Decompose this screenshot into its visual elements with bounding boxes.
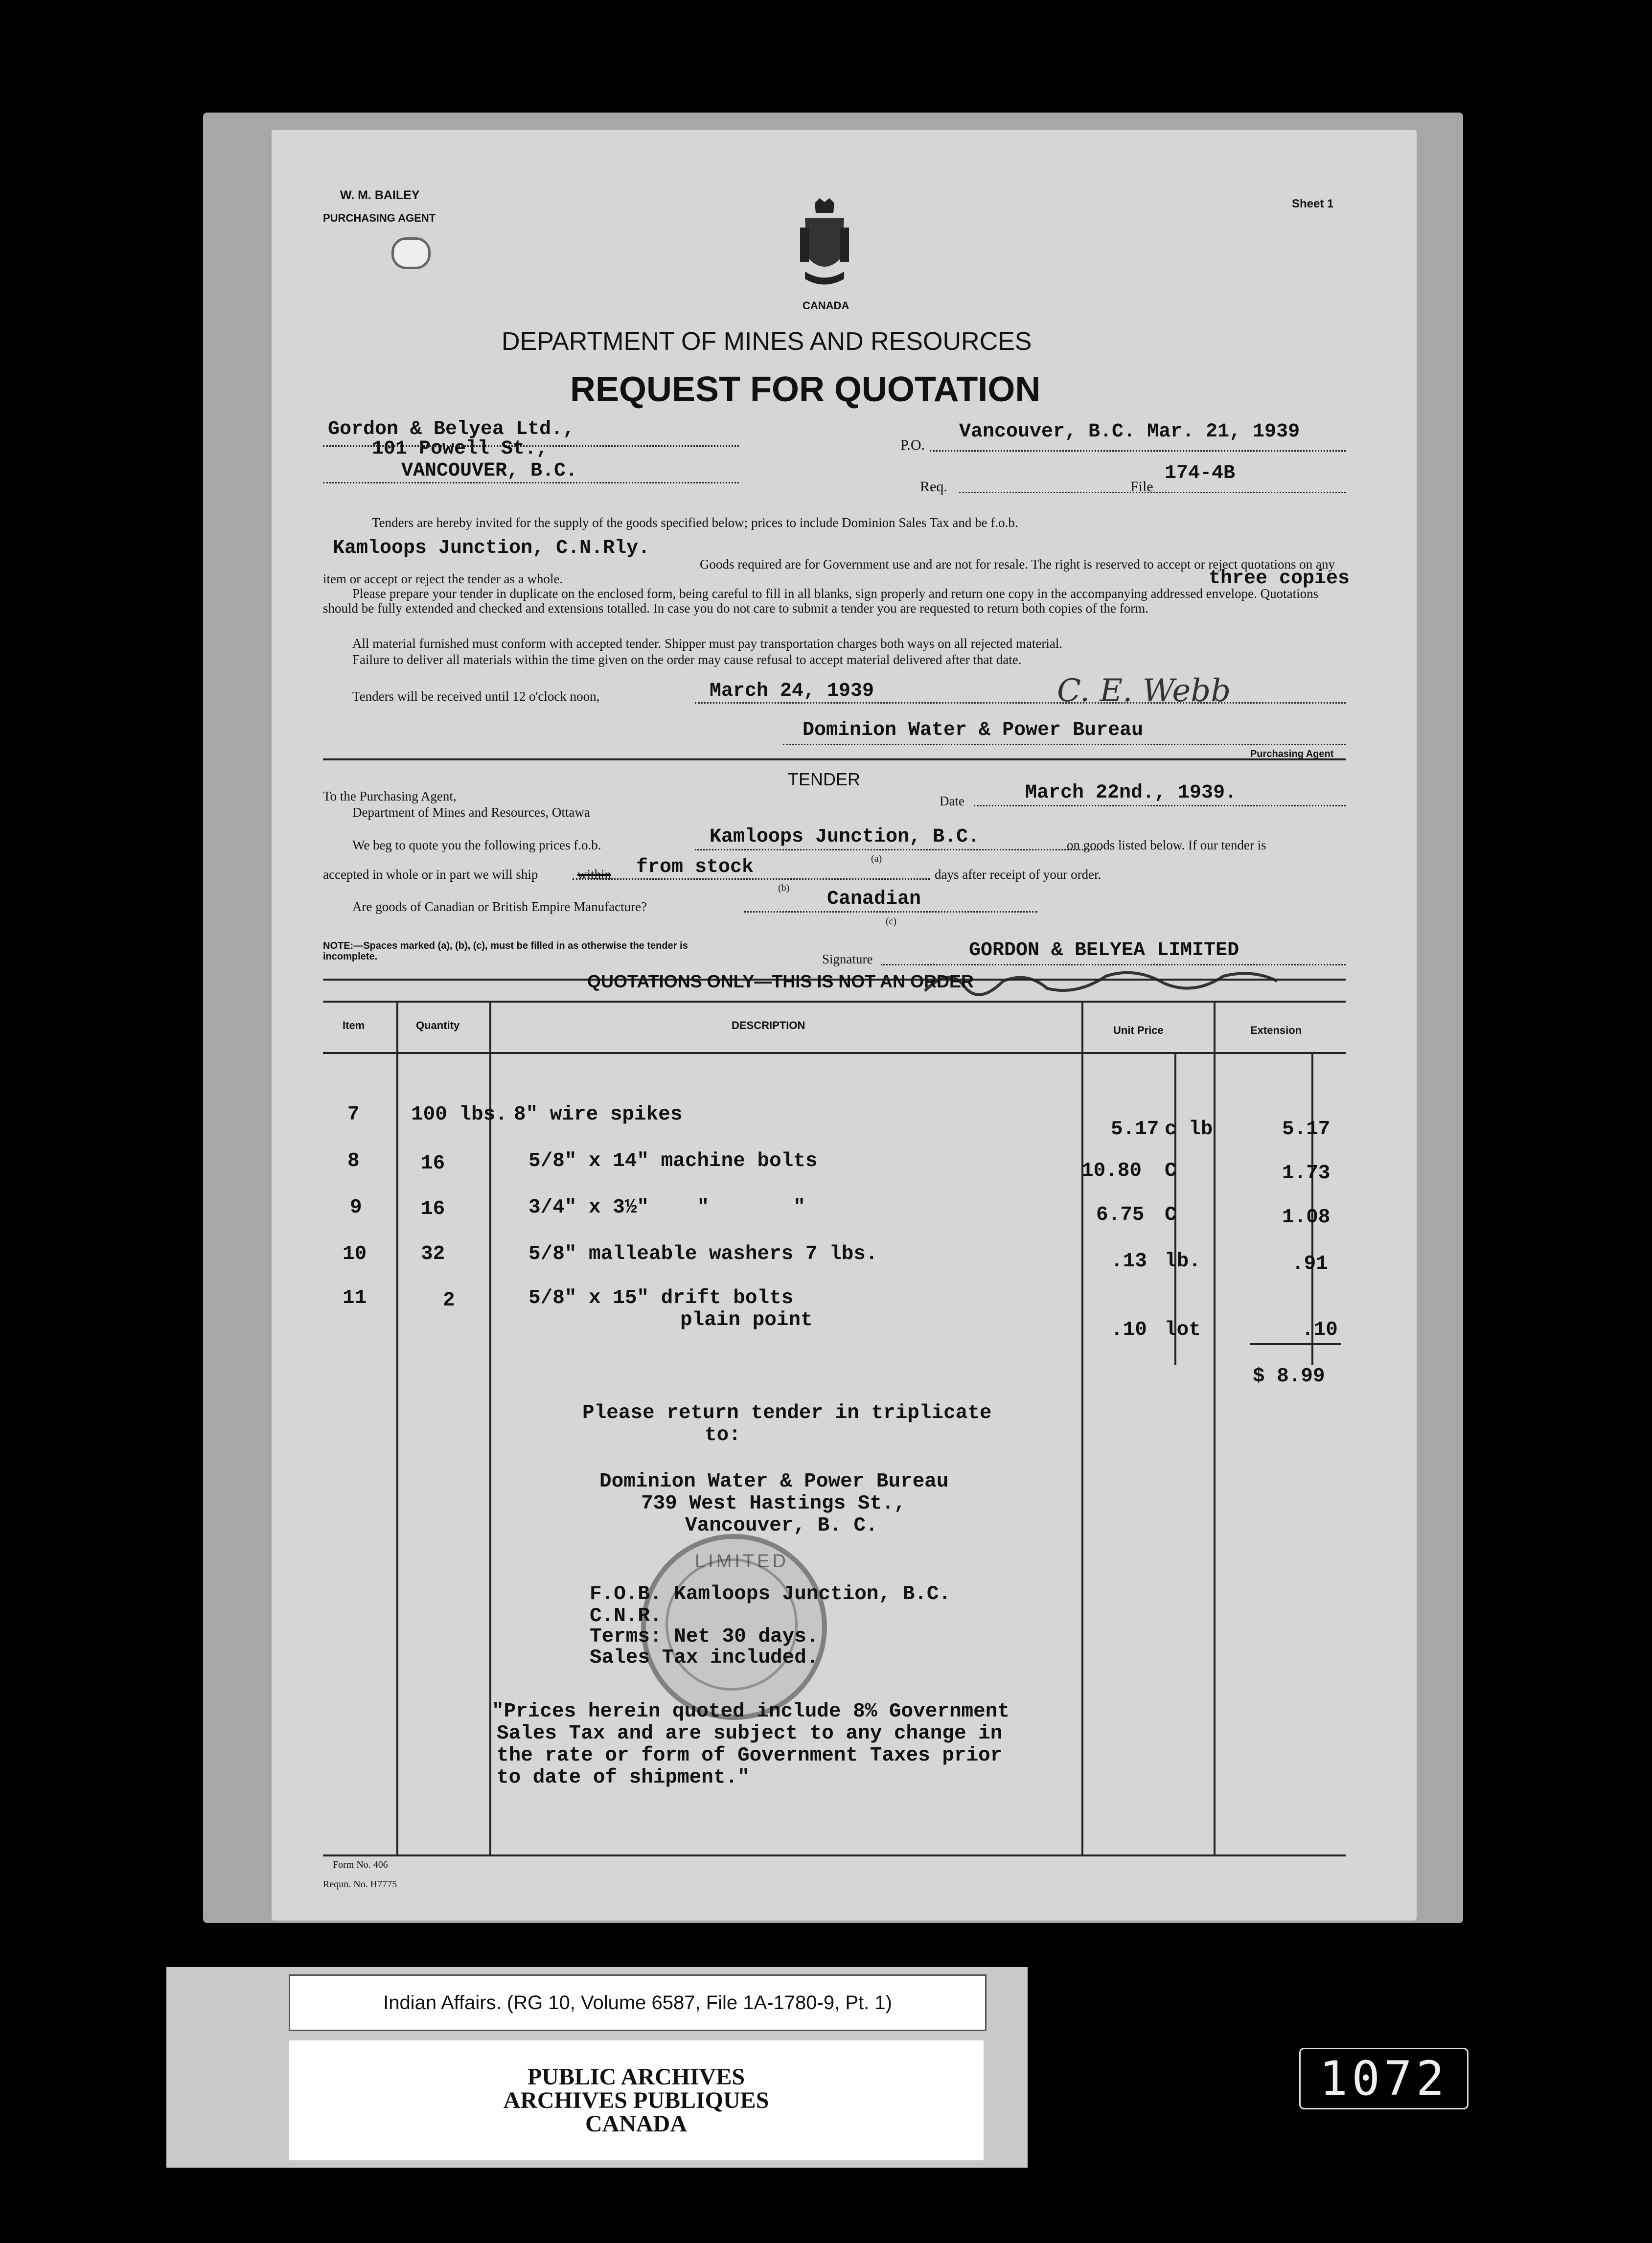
failure-text: Failure to deliver all materials within the time given on the order may cause refusal to accept material delivered after that date.	[352, 652, 1022, 667]
row-quantity: 32	[421, 1243, 445, 1265]
fob-place: Kamloops Junction, C.N.Rly.	[333, 537, 650, 559]
row-description-line2: plain point	[680, 1309, 813, 1331]
tax-clause-line2: Sales Tax and are subject to any change in	[497, 1722, 1003, 1745]
remarks-fob: F.O.B. Kamloops Junction, B.C.	[590, 1583, 951, 1605]
row-price: 5.17	[1111, 1118, 1159, 1141]
row-extension: .91	[1292, 1253, 1328, 1275]
bureau-line	[783, 744, 1346, 745]
requisition-number: Requn. No. H7775	[323, 1879, 397, 1890]
form-title: REQUEST FOR QUOTATION	[570, 370, 1041, 409]
agent-name: W. M. BAILEY	[340, 188, 420, 202]
row-extension: 5.17	[1282, 1118, 1331, 1141]
row-unit: lb.	[1165, 1250, 1201, 1273]
col-divider-quantity	[489, 1001, 491, 1854]
tender-date-line	[974, 805, 1346, 806]
row-description: 5/8" malleable washers 7 lbs.	[528, 1243, 878, 1265]
deadline-label: Tenders will be received until 12 o'clock noon,	[352, 689, 600, 704]
tender-date: March 22nd., 1939.	[1025, 782, 1237, 804]
po-line	[930, 450, 1346, 452]
row-extension: .10	[1302, 1319, 1338, 1341]
label-b: (b)	[778, 883, 790, 893]
remarks-sales-tax: Sales Tax included.	[590, 1647, 819, 1669]
row-unit: lot	[1165, 1319, 1201, 1341]
row-unit: C	[1165, 1160, 1177, 1182]
ship-line	[573, 878, 930, 880]
three-copies: three copies	[1209, 568, 1350, 590]
return-address1: Dominion Water & Power Bureau	[599, 1470, 949, 1493]
tender-fob-line	[695, 849, 1101, 850]
goods-required-text: Goods required are for Government use and are not for resale. The right is reserved to accept or reject quotations on any item or accept or reject the tender as a whole.	[323, 557, 1335, 586]
header-quantity: Quantity	[416, 1019, 460, 1031]
origin-line	[744, 911, 1037, 913]
row-price: 6.75	[1096, 1204, 1145, 1226]
crest-caption: CANADA	[803, 299, 849, 312]
tender-fob: Kamloops Junction, B.C.	[710, 826, 980, 848]
tenders-invited-text: Tenders are hereby invited for the supply of the goods specified below; prices to include Dominion Sales Tax and be f.o.b.	[372, 515, 1018, 530]
quote-text-b: on goods listed below. If our tender is	[1067, 838, 1266, 852]
quote-text-a: We beg to quote you the following prices f.o.b.	[352, 838, 601, 852]
bureau-caption: Purchasing Agent	[1250, 749, 1334, 759]
return-address3: Vancouver, B. C.	[685, 1514, 878, 1537]
tax-clause-line4: to date of shipment."	[497, 1766, 750, 1789]
frame-number: 1072	[1299, 2048, 1468, 2109]
tender-note: NOTE:—Spaces marked (a), (b), (c), must be filled in as otherwise the tender is incomplete.	[323, 940, 688, 962]
header-description: DESCRIPTION	[732, 1019, 805, 1031]
ship-value: from stock	[636, 856, 754, 878]
row-price: .10	[1111, 1319, 1147, 1341]
row-description: 5/8" x 14" machine bolts	[528, 1150, 818, 1172]
remarks-terms: Terms: Net 30 days.	[590, 1625, 819, 1648]
row-item: 10	[343, 1243, 367, 1265]
department-title: DEPARTMENT OF MINES AND RESOURCES	[502, 327, 1032, 356]
header-extension: Extension	[1250, 1024, 1302, 1036]
row-item: 11	[343, 1287, 367, 1309]
row-description: 8" wire spikes	[514, 1103, 683, 1126]
row-description: 5/8" x 15" drift bolts	[528, 1287, 794, 1309]
form-number: Form No. 406	[333, 1859, 388, 1870]
addressee-line1: Gordon & Belyea Ltd.,	[328, 418, 575, 440]
to-purchasing-agent: To the Purchasing Agent,	[323, 789, 457, 803]
handwritten-signature	[920, 961, 1282, 1001]
addressee-line3: VANCOUVER, B.C.	[401, 460, 578, 482]
return-address2: 739 West Hastings St.,	[641, 1492, 906, 1515]
stamp-text: LIMITED	[695, 1551, 789, 1572]
table-bottom-rule	[323, 1854, 1346, 1856]
sheet-number: Sheet 1	[1292, 197, 1334, 210]
signature-label: Signature	[822, 952, 873, 966]
material-text: All material furnished must conform with accepted tender. Shipper must pay transportation charges both ways on all rejected material.	[352, 636, 1063, 651]
row-extension: 1.73	[1282, 1162, 1331, 1185]
row-item: 7	[347, 1103, 360, 1126]
row-price: 10.80	[1081, 1160, 1142, 1182]
row-description: 3/4" x 3½" " "	[528, 1196, 805, 1219]
canada-crest-icon	[795, 198, 854, 291]
row-item: 8	[347, 1150, 360, 1172]
accepted-text: accepted in whole or in part we will ship	[323, 867, 538, 882]
file-label: File	[1130, 479, 1153, 495]
col-divider-item	[396, 1001, 398, 1854]
return-line1: Please return tender in triplicate	[582, 1402, 992, 1424]
public-archives-label	[289, 2040, 984, 2160]
archives-line3: CANADA	[585, 2110, 687, 2137]
bureau-name: Dominion Water & Power Bureau	[803, 719, 1144, 741]
deadline-line	[695, 702, 1346, 704]
row-unit: C	[1165, 1204, 1177, 1226]
label-c: (c)	[886, 916, 897, 927]
quotations-only: QUOTATIONS ONLY—THIS IS NOT AN ORDER	[587, 971, 974, 991]
tender-signature: GORDON & BELYEA LIMITED	[969, 939, 1239, 961]
tax-clause-line1: "Prices herein quoted include 8% Government	[492, 1700, 1010, 1723]
table-top-rule	[323, 1001, 1346, 1003]
col-divider-unit	[1214, 1001, 1216, 1854]
prepare-text: Please prepare your tender in duplicate on the enclosed form, being careful to fill in all blanks, sign properly and return one copy in the accompanying addressed envelope. Quotations should be fully extended and checked and extensions totalled. In case you do not care to submit a tender you are requested to return both copies of the form.	[323, 586, 1319, 616]
req-line	[959, 492, 1346, 493]
tender-heading: TENDER	[788, 769, 861, 789]
tax-clause-line3: the rate or form of Government Taxes prior	[497, 1744, 1003, 1767]
po-label: P.O.	[900, 437, 925, 453]
archive-citation: Indian Affairs. (RG 10, Volume 6587, File 1A-1780-9, Pt. 1)	[289, 1974, 987, 2031]
addressee-line2: 101 Powell St.,	[372, 438, 549, 460]
tender-rule	[323, 758, 1346, 760]
purchasing-agent-signature: C. E. Webb	[1057, 673, 1231, 709]
row-quantity: 2	[443, 1289, 455, 1312]
remarks-cnr: C.N.R.	[590, 1605, 662, 1627]
archives-line1: PUBLIC ARCHIVES	[527, 2063, 745, 2090]
origin-value: Canadian	[827, 888, 921, 910]
row-quantity: 16	[421, 1198, 445, 1220]
days-text: days after receipt of your order.	[935, 867, 1101, 882]
tender-date-label: Date	[940, 794, 964, 808]
paperclip-mark	[391, 237, 431, 269]
row-quantity: 16	[421, 1152, 445, 1175]
req-label: Req.	[920, 479, 947, 495]
addressee-line-1	[323, 445, 739, 447]
archives-line2: ARCHIVES PUBLIQUES	[503, 2087, 769, 2113]
total-rule	[1250, 1343, 1341, 1345]
row-quantity: 100 lbs.	[411, 1103, 507, 1126]
addressee-line-2	[323, 482, 739, 483]
row-item: 9	[350, 1196, 362, 1219]
file-value: 174-4B	[1165, 462, 1236, 484]
total-amount: $ 8.99	[1253, 1365, 1325, 1388]
agent-title: PURCHASING AGENT	[323, 212, 436, 224]
row-price: .13	[1111, 1250, 1147, 1273]
return-line2: to:	[705, 1424, 741, 1446]
table-header-rule	[323, 1052, 1346, 1054]
row-extension: 1.08	[1282, 1206, 1331, 1229]
department-ottawa: Department of Mines and Resources, Ottawa	[352, 805, 590, 820]
col-divider-description	[1081, 1001, 1083, 1854]
header-item: Item	[343, 1019, 365, 1031]
within-strike: within	[577, 867, 612, 882]
row-unit: c lb	[1165, 1118, 1213, 1141]
header-unit-price: Unit Price	[1113, 1024, 1164, 1036]
deadline-date: March 24, 1939	[710, 680, 874, 702]
label-a: (a)	[871, 853, 882, 864]
origin-question: Are goods of Canadian or British Empire Manufacture?	[352, 899, 647, 914]
po-value: Vancouver, B.C. Mar. 21, 1939	[959, 421, 1300, 443]
